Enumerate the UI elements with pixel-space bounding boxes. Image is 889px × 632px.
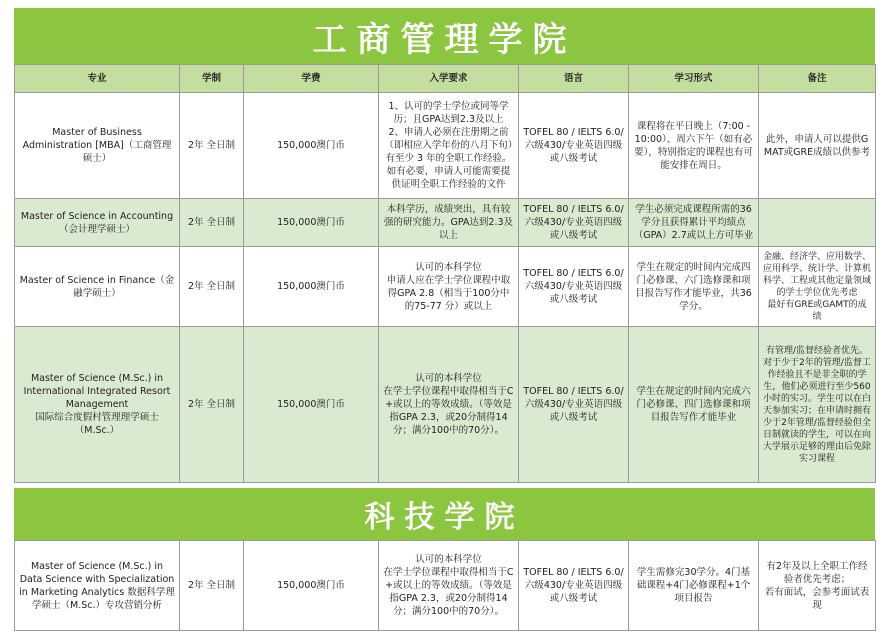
cell-requirements: 认可的本科学位 在学士学位课程中取得相当于C+或以上的等效成绩。（等效是指GPA 2.3，或20分制得14分；满分100中的70分）。 <box>379 327 519 483</box>
cell-duration: 2年 全日制 <box>180 541 244 631</box>
cell-study-mode: 学生在规定的时间内完成六门必修课、四门选修课和项目报告写作才能毕业 <box>629 327 759 483</box>
cell-major: Master of Science (M.Sc.) in International Integrated Resort Management 国际综合度假村管理理学硕士（M.Sc.） <box>15 327 180 483</box>
cell-remarks: 金融、经济学、应用数学、应用科学、统计学、计算机科学、工程或其他定量领域的学士学位优先考虑 最好有GRE或GAMT的成绩 <box>759 247 876 327</box>
header-requirements: 入学要求 <box>379 65 519 93</box>
cell-remarks: 有2年及以上全职工作经验者优先考虑； 若有面试，会参考面试表现 <box>759 541 876 631</box>
cell-fee: 150,000澳门币 <box>244 93 379 199</box>
cell-major: Master of Science in Accounting（会计理学硕士） <box>15 199 180 247</box>
cell-requirements: 本科学历，成绩突出，具有较强的研究能力。GPA达到2.3及以上 <box>379 199 519 247</box>
cell-language: TOFEL 80 / IELTS 6.0/六级430/专业英语四级或八级考试 <box>519 327 629 483</box>
header-duration: 学制 <box>180 65 244 93</box>
cell-language: TOFEL 80 / IELTS 6.0/六级430/专业英语四级或八级考试 <box>519 541 629 631</box>
header-study-mode: 学习形式 <box>629 65 759 93</box>
cell-remarks: 有管理/监督经验者优先。 对于少于2年的管理/监督工作经验且不是非全职的学生，他们必须进行至少560小时的实习。学生可以在白天参加实习；在申请时拥有少于2年管理/监督经验但全日制就读的学生，可以在向大学展示足够的理由后免除实习课程 <box>759 327 876 483</box>
table-row <box>15 199 876 247</box>
cell-study-mode: 课程将在平日晚上（7:00 - 10:00）、周六下午（如有必要），特别指定的课程也有可能安排在周日。 <box>629 93 759 199</box>
table-header-row <box>15 65 876 93</box>
section-title-business: 工商管理学院 <box>14 8 875 65</box>
table-row <box>15 541 876 631</box>
cell-remarks: 此外，申请人可以提供GMAT或GRE成绩以供参考 <box>759 93 876 199</box>
table-row <box>15 327 876 483</box>
table-row <box>15 247 876 327</box>
cell-language: TOFEL 80 / IELTS 6.0/六级430/专业英语四级或八级考试 <box>519 199 629 247</box>
cell-language: TOFEL 80 / IELTS 6.0/六级430/专业英语四级或八级考试 <box>519 93 629 199</box>
cell-remarks <box>759 199 876 247</box>
cell-study-mode: 学生需修完30学分。4门基础课程+4门必修课程+1个项目报告 <box>629 541 759 631</box>
header-fee: 学费 <box>244 65 379 93</box>
cell-fee: 150,000澳门币 <box>244 247 379 327</box>
table-row <box>15 93 876 199</box>
cell-study-mode: 学生在规定的时间内完成四门必修课、六门选修课和项目报告写作才能毕业，共36学分。 <box>629 247 759 327</box>
cell-fee: 150,000澳门币 <box>244 541 379 631</box>
cell-language: TOFEL 80 / IELTS 6.0/六级430/专业英语四级或八级考试 <box>519 247 629 327</box>
cell-duration: 2年 全日制 <box>180 199 244 247</box>
cell-requirements: 认可的本科学位 申请人应在学士学位课程中取得GPA 2.8（相当于100分中的75-77 分）或以上 <box>379 247 519 327</box>
cell-requirements: 认可的本科学位 在学士学位课程中取得相当于C+或以上的等效成绩。（等效是指GPA 2.3，或20分制得14分；满分100中的70分）。 <box>379 541 519 631</box>
business-programs-table <box>14 64 876 483</box>
header-remarks: 备注 <box>759 65 876 93</box>
header-major: 专业 <box>15 65 180 93</box>
header-language: 语言 <box>519 65 629 93</box>
cell-major: Master of Business Administration [MBA]（工商管理硕士） <box>15 93 180 199</box>
cell-duration: 2年 全日制 <box>180 247 244 327</box>
cell-fee: 150,000澳门币 <box>244 327 379 483</box>
cell-duration: 2年 全日制 <box>180 93 244 199</box>
technology-programs-table <box>14 540 876 631</box>
section-title-technology: 科技学院 <box>14 488 875 541</box>
cell-major: Master of Science (M.Sc.) in Data Science with Specialization in Marketing Analytics 数据科学理学硕士（M.Sc.）专攻营销分析 <box>15 541 180 631</box>
cell-fee: 150,000澳门币 <box>244 199 379 247</box>
cell-major: Master of Science in Finance（金融学硕士） <box>15 247 180 327</box>
cell-requirements: 1、认可的学士学位或同等学历；且GPA达到2.3及以上 2、申请人必须在注册期之前（即相应入学年份的八月下旬）有至少 3 年的全职工作经验。如有必要，申请人可能需要提供证明全职工作经验的文件 <box>379 93 519 199</box>
cell-study-mode: 学生必须完成课程所需的36学分且获得累计平均绩点（GPA）2.7或以上方可毕业 <box>629 199 759 247</box>
cell-duration: 2年 全日制 <box>180 327 244 483</box>
